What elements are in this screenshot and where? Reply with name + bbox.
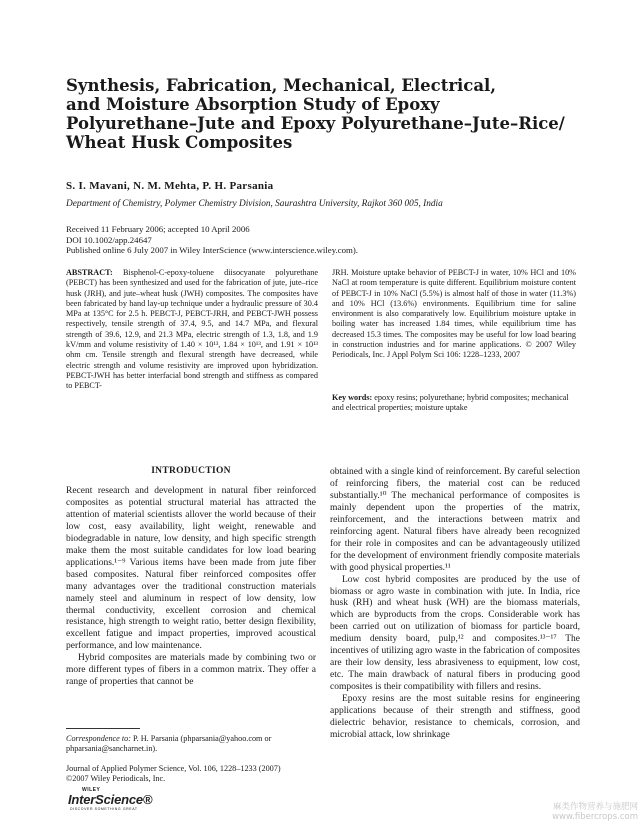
body-paragraph: Epoxy resins are the most suitable resins for engineering applications because of their strength and stiffness, good dielectric behavior, resistance to chemicals, corrosion, and microbial attack, low shrinkage [330, 694, 580, 740]
logo-name: InterScience® [68, 792, 153, 807]
doi-line: DOI 10.1002/app.24647 [66, 234, 152, 245]
abstract-text-left: Bisphenol-C-epoxy-toluene diisocyanate polyurethane (PEBCT) has been synthesized and used for the fabrication of jute, jute–rice husk (JRH), and jute–wheat husk (JWH) composites. The composites have been fabricated by hand lay-up technique under a hydraulic pressure of 30.4 MPa at 135°C for 2.5 h. PEBCT-J, PEBCT-JRH, and PEBCT-JWH possess respectively, tensile strength of 37.4, 9.5, and 14.7 MPa, and flexural strength of 39.6, 12.9, and 21.3 MPa, electric strength of 1.3, 1.8, and 1.9 kV/mm and volume resistivity of 1.40 × 10¹³, 1.84 × 10¹³, and 1.91 × 10¹³ ohm cm. Tensile strength and flexural strength have decreased, while electric strength and volume resistivity are improved upon hybridization. PEBCT-JWH has better interfacial bond strength and stiffness as compared to PEBCT- [66, 268, 318, 391]
journal-citation [66, 764, 316, 784]
keywords-label: Key words: [332, 393, 373, 402]
publication-meta [66, 224, 358, 256]
published-line: Published online 6 July 2007 in Wiley InterScience (www.interscience.wiley.com). [66, 245, 358, 256]
abstract-label: ABSTRACT: [66, 268, 113, 277]
title-line: and Moisture Absorption Study of Epoxy [66, 95, 440, 114]
watermark [552, 802, 638, 822]
body-paragraph: obtained with a single kind of reinforcement. By careful selection of reinforcing fibers, the material cost can be reduced substantially.¹⁰ The mechanical performance of composites is mainly dependent upon the properties of the matrix, reinforcement, and the interactions between matrix and reinforcing agent. Natural fibers have already been recognized for their role in composites and can be advantageously utilized for the development of environment friendly composite materials with good physical properties.¹¹ [330, 467, 580, 573]
received-line: Received 11 February 2006; accepted 10 April 2006 [66, 224, 250, 234]
watermark-line: www.fibercrops.com [552, 812, 638, 822]
footnote-divider [66, 728, 140, 729]
body-left-column [66, 486, 316, 689]
correspondence-note [66, 734, 316, 754]
affiliation: Department of Chemistry, Polymer Chemistry Division, Saurashtra University, Rajkot 360 005, India [66, 199, 443, 209]
correspondence-text: P. H. Parsania (phparsania@yahoo.com or phparsania@sancharnet.in). [66, 734, 272, 754]
logo-tagline: DISCOVER SOMETHING GREAT [70, 807, 138, 811]
title-line: Polyurethane–Jute and Epoxy Polyurethane–Jute–Rice/ [66, 114, 565, 133]
section-heading: INTRODUCTION [151, 466, 231, 476]
watermark-line: 麻类作物营养与施肥网 [552, 802, 638, 812]
abstract-right-column: JRH. Moisture uptake behavior of PEBCT-J in water, 10% HCl and 10% NaCl at room temperature is quite different. Equilibrium moisture content of PEBCT-J in 10% NaCl (5.5%) is almost half of those in water (11.3%) and 10% HCl (13.6%) environments. Equilibrium time for saline environment is also comparatively low. Equilibrium moisture uptake in boiling water has increased 1.84 times, while equilibrium time has decreased 15.3 times. The composites may be useful for low load bearing in construction industries and for marine applications. © 2007 Wiley Periodicals, Inc. J Appl Polym Sci 106: 1228–1233, 2007 [332, 268, 576, 360]
correspondence-label: Correspondence to: [66, 734, 131, 743]
journal-line: Journal of Applied Polymer Science, Vol. 106, 1228–1233 (2007) [66, 764, 281, 773]
logo-publisher: WILEY [82, 787, 101, 793]
interscience-logo [68, 787, 218, 813]
title-line: Synthesis, Fabrication, Mechanical, Electrical, [66, 76, 497, 95]
copyright-line: ©2007 Wiley Periodicals, Inc. [66, 774, 166, 784]
body-paragraph: Low cost hybrid composites are produced by the use of biomass or agro waste in combination with jute. In India, rice husk (RH) and wheat husk (WH) are the biomass materials, which are byproducts from the crops. Considerable work has been carried out on utilization of biomass for particle board, medium density board, pulp,¹² and composites.¹³⁻¹⁷ The incentives of utilizing agro waste in the fabrication of composites are their low density, less abrasiveness to equipment, low cost, etc. The main drawback of natural fibers in producing good composites is their compatibility with fillers and resins. [330, 574, 580, 693]
body-paragraph: Recent research and development in natural fiber reinforced composites as potential structural material has attracted the attention of material scientists allover the world because of their low cost, easy availability, light weight, renewable and biodegradable in nature, low density, and high specific strength make them the most suitable candidates for low load bearing applications.¹⁻⁹ Various items have been made from jute fiber based composites. Natural fiber reinforced composites offer many advantages over the traditional construction materials namely steel and aluminum in respect of low density, low thermal conductivity, excellent corrosion and chemical resistance, high strength to weight ratio, better design flexibility, excellent fatigue and impact properties, improved acoustical performance, and low maintenance. [66, 486, 316, 652]
body-right-column [330, 467, 580, 742]
abstract-left-column [66, 268, 318, 392]
paper-title [66, 76, 586, 152]
authors: S. I. Mavani, N. M. Mehta, P. H. Parsania [66, 180, 274, 192]
body-paragraph: Hybrid composites are materials made by combining two or more different types of fibers in a common matrix. They offer a range of properties that cannot be [66, 653, 316, 688]
title-line: Wheat Husk Composites [66, 133, 293, 152]
keywords [332, 393, 582, 414]
keywords-text: epoxy resins; polyurethane; hybrid composites; mechanical and electrical properties; moisture uptake [332, 393, 569, 413]
